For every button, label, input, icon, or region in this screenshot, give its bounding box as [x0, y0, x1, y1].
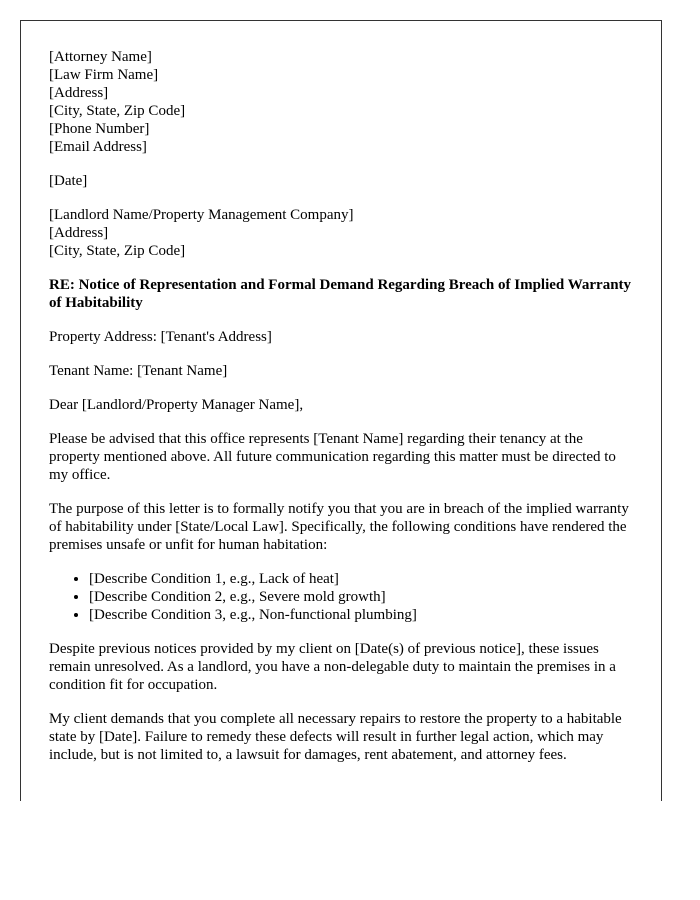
property-address: Property Address: [Tenant's Address]	[49, 329, 272, 345]
recipient-name: [Landlord Name/Property Management Company]	[49, 207, 354, 223]
paragraph-breach-notice: The purpose of this letter is to formally notify you that you are in breach of the implied warranty of habitability under [State/Local Law]. Specifically, the following conditions have rendered the premises unsafe or unfit for human habitation:	[49, 501, 629, 553]
sender-address: [Address]	[49, 85, 109, 101]
condition-item: • [Describe Condition 3, e.g., Non-functional plumbing]	[89, 606, 633, 624]
condition-item: • [Describe Condition 2, e.g., Severe mold growth]	[89, 588, 633, 606]
sender-phone: [Phone Number]	[49, 121, 150, 137]
paragraph-representation: Please be advised that this office represents [Tenant Name] regarding their tenancy at the property mentioned above. All future communication regarding this matter must be directed to my office.	[49, 431, 616, 483]
subject-line: RE: Notice of Representation and Formal Demand Regarding Breach of Implied Warranty of Habitability	[49, 277, 632, 311]
sender-block	[49, 48, 633, 156]
condition-item: • [Describe Condition 1, e.g., Lack of heat]	[89, 570, 633, 588]
sender-email: [Email Address]	[49, 139, 147, 155]
paragraph-previous-notices: Despite previous notices provided by my client on [Date(s) of previous notice], these issues remain unresolved. As a landlord, you have a non-delegable duty to maintain the premises in a condition fit for occupation.	[49, 641, 616, 693]
salutation: Dear [Landlord/Property Manager Name],	[49, 397, 304, 413]
law-firm-name: [Law Firm Name]	[49, 67, 159, 83]
attorney-name: [Attorney Name]	[49, 49, 152, 65]
demand-letter	[20, 20, 662, 801]
recipient-city-state-zip: [City, State, Zip Code]	[49, 243, 186, 259]
letter-viewport	[20, 20, 662, 801]
conditions-list	[49, 570, 633, 624]
sender-city-state-zip: [City, State, Zip Code]	[49, 103, 186, 119]
letter-date: [Date]	[49, 173, 88, 189]
recipient-address: [Address]	[49, 225, 109, 241]
paragraph-demand: My client demands that you complete all necessary repairs to restore the property to a habitable state by [Date]. Failure to remedy these defects will result in further legal action, which may include, but is not limited to, a lawsuit for damages, rent abatement, and attorney fees.	[49, 711, 622, 763]
tenant-name: Tenant Name: [Tenant Name]	[49, 363, 228, 379]
recipient-block	[49, 206, 633, 260]
